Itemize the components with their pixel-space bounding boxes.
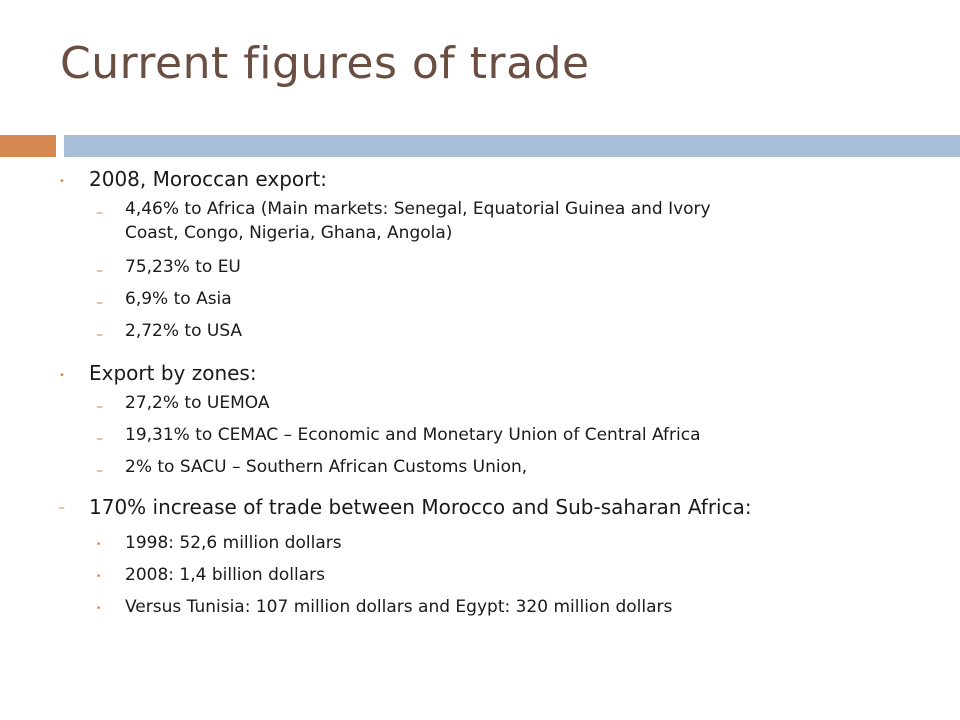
slide-title: Current figures of trade xyxy=(60,38,590,89)
accent-bar-blue xyxy=(64,135,960,157)
increase-heading: 170% increase of trade between Morocco and Sub-saharan Africa: xyxy=(89,495,752,519)
accent-bar-divider xyxy=(56,135,64,157)
dash-bullet-icon: – xyxy=(96,399,103,415)
dash-bullet-icon: – xyxy=(96,463,103,479)
dash-bullet-icon: – xyxy=(96,263,103,279)
list-item: 2,72% to USA xyxy=(125,321,243,341)
dash-bullet-icon: – xyxy=(96,327,103,343)
dash-bullet-icon: – xyxy=(58,500,65,516)
accent-bar-orange xyxy=(0,135,56,157)
list-item: 2008: 1,4 billion dollars xyxy=(125,565,325,585)
list-item: 6,9% to Asia xyxy=(125,289,232,309)
list-item: Versus Tunisia: 107 million dollars and Egypt: 320 million dollars xyxy=(125,597,673,617)
list-item-continuation: Coast, Congo, Nigeria, Ghana, Angola) xyxy=(125,223,453,243)
list-item: 2% to SACU – Southern African Customs Union, xyxy=(125,457,528,477)
list-item: 19,31% to CEMAC – Economic and Monetary Union of Central Africa xyxy=(125,425,701,445)
dash-bullet-icon: – xyxy=(96,205,103,221)
dash-bullet-icon: – xyxy=(96,295,103,311)
list-item: 1998: 52,6 million dollars xyxy=(125,533,342,553)
bullet-dot-icon: • xyxy=(59,370,65,381)
zones-heading: Export by zones: xyxy=(89,361,257,385)
bullet-dot-icon: • xyxy=(96,540,102,550)
export-2008-heading: 2008, Moroccan export: xyxy=(89,167,327,191)
bullet-dot-icon: • xyxy=(96,572,102,582)
list-item: 75,23% to EU xyxy=(125,257,241,277)
bullet-dot-icon: • xyxy=(96,604,102,614)
list-item: 4,46% to Africa (Main markets: Senegal, Equatorial Guinea and Ivory xyxy=(125,199,711,219)
bullet-dot-icon: • xyxy=(59,176,65,187)
list-item: 27,2% to UEMOA xyxy=(125,393,270,413)
dash-bullet-icon: – xyxy=(96,431,103,447)
